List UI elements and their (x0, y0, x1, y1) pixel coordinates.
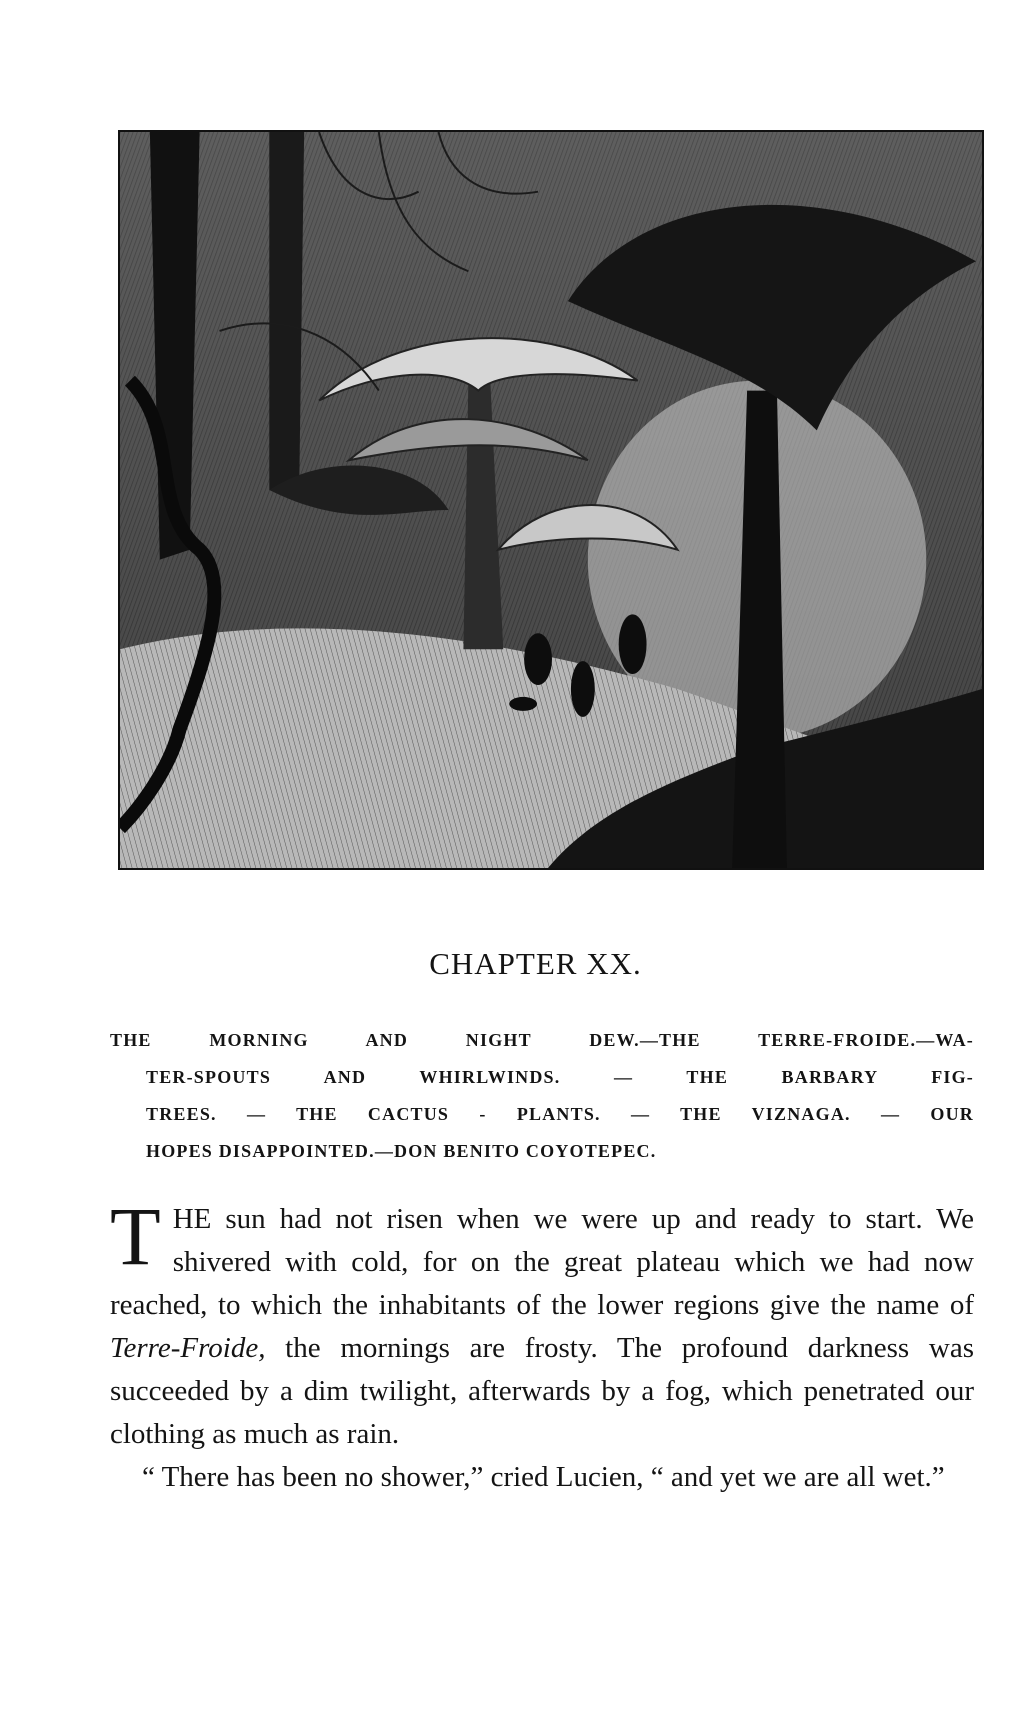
synopsis-line: THE MORNING AND NIGHT DEW.—THE TERRE-FROIDE.—WA- (110, 1030, 974, 1050)
paragraph (110, 1190, 974, 1456)
body-text (110, 1190, 974, 1499)
forest-scene-svg (120, 132, 982, 868)
paragraph: “ There has been no shower,” cried Lucien, “ and yet we are all wet.” (142, 1461, 945, 1493)
synopsis-line: TER-SPOUTS AND WHIRLWINDS. — THE BARBARY FIG- (146, 1067, 974, 1087)
chapter-synopsis (110, 1022, 974, 1170)
forest-engraving-image (118, 130, 984, 870)
drop-cap: T (110, 1190, 161, 1282)
chapter-title: CHAPTER XX. (429, 946, 642, 981)
synopsis-line: TREES. — THE CACTUS - PLANTS. — THE VIZNAGA. — OUR (146, 1104, 974, 1124)
paragraph-text: HE sun had not risen when we were up and ready to start. We shivered with cold, for on the great plateau which we had now reached, to which the inhabitants of the lower regions give the name of (110, 1203, 974, 1321)
synopsis-line: HOPES DISAPPOINTED.—DON BENITO COYOTEPEC. (146, 1141, 657, 1161)
paragraph-text: the mornings are frosty. The profound darkness was succeeded by a dim twilight, afterwards by a fog, which penetrated our clothing as much as rain. (110, 1332, 974, 1450)
italic-term: Terre-Froide, (110, 1332, 266, 1364)
